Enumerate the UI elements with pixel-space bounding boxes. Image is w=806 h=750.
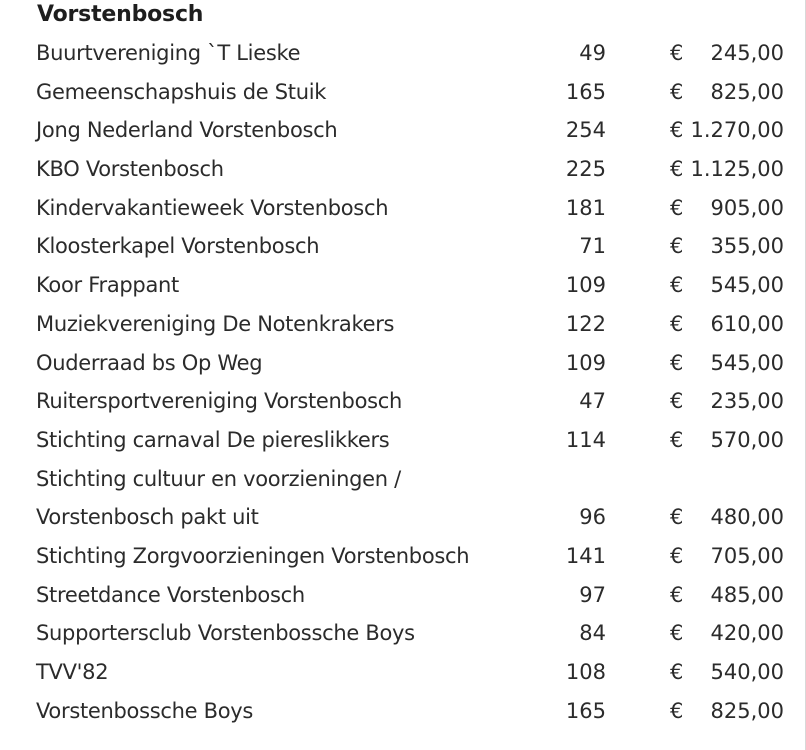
organization-name: Ouderraad bs Op Weg: [36, 350, 263, 375]
amount-value: 825,00: [710, 698, 784, 723]
amount-value: 545,00: [710, 350, 784, 375]
amount-value: 485,00: [710, 582, 784, 607]
member-count: 108: [565, 660, 606, 684]
organization-name: TVV'82: [36, 660, 109, 684]
organization-name: Kindervakantieweek Vorstenbosch: [36, 195, 389, 220]
currency-symbol: €: [670, 582, 684, 607]
organization-name: Muziekvereniging De Notenkrakers: [36, 311, 395, 336]
currency-symbol: €: [670, 660, 684, 684]
amount-value: 245,00: [710, 41, 784, 65]
list-item: [0, 266, 806, 305]
organization-name: Vorstenbosch pakt uit: [36, 505, 259, 530]
list-item: [0, 227, 806, 266]
amount-value: 540,00: [710, 660, 784, 684]
member-count: 96: [579, 505, 606, 530]
list-item: [0, 305, 806, 344]
amount-value: 420,00: [710, 621, 784, 646]
section-heading: Vorstenbosch: [37, 2, 204, 27]
member-count: 97: [579, 582, 606, 607]
organization-name: Jong Nederland Vorstenbosch: [36, 118, 338, 143]
member-count: 165: [565, 698, 606, 723]
amount-value: 905,00: [710, 195, 784, 220]
amount-value: 705,00: [710, 543, 784, 568]
list-item: [0, 189, 806, 228]
member-count: 254: [565, 118, 606, 143]
list-item: [0, 614, 806, 653]
amount-value: 825,00: [710, 79, 784, 104]
organization-name: Stichting Zorgvoorzieningen Vorstenbosch: [36, 543, 470, 568]
member-count: 71: [579, 234, 606, 259]
organization-name: KBO Vorstenbosch: [36, 157, 224, 182]
currency-symbol: €: [670, 41, 684, 65]
organization-name: Supportersclub Vorstenbossche Boys: [36, 621, 415, 646]
amount-value: 480,00: [710, 505, 784, 530]
amount-value: 235,00: [710, 389, 784, 414]
member-count: 49: [579, 41, 606, 65]
member-count: 141: [565, 543, 606, 568]
list-item: [0, 576, 806, 615]
member-count: 109: [565, 350, 606, 375]
member-count: 122: [565, 311, 606, 336]
list-item: [0, 653, 806, 692]
list-item: [0, 421, 806, 460]
organization-name: Stichting cultuur en voorzieningen /: [36, 466, 401, 491]
list-item: [0, 692, 806, 731]
list-item: [0, 111, 806, 150]
currency-symbol: €: [670, 118, 684, 143]
currency-symbol: €: [670, 234, 684, 259]
currency-symbol: €: [670, 621, 684, 646]
list-item: [0, 460, 806, 499]
organization-name: Buurtvereniging `T Lieske: [36, 41, 301, 65]
amount-value: 355,00: [710, 234, 784, 259]
currency-symbol: €: [670, 427, 684, 452]
organization-name: Koor Frappant: [36, 273, 179, 298]
member-count: 181: [565, 195, 606, 220]
member-count: 47: [579, 389, 606, 414]
currency-symbol: €: [670, 543, 684, 568]
organization-name: Gemeenschapshuis de Stuik: [36, 79, 327, 104]
currency-symbol: €: [670, 157, 684, 182]
currency-symbol: €: [670, 273, 684, 298]
list-item: [0, 344, 806, 383]
organization-name: Vorstenbossche Boys: [36, 698, 254, 723]
organization-name: Kloosterkapel Vorstenbosch: [36, 234, 320, 259]
amount-value: 1.125,00: [690, 157, 784, 182]
list-item: [0, 150, 806, 189]
organization-name: Stichting carnaval De piereslikkers: [36, 427, 390, 452]
list-item: [0, 537, 806, 576]
currency-symbol: €: [670, 389, 684, 414]
organization-name: Streetdance Vorstenbosch: [36, 582, 305, 607]
currency-symbol: €: [670, 698, 684, 723]
list-item: [0, 498, 806, 537]
member-count: 225: [565, 157, 606, 182]
member-count: 109: [565, 273, 606, 298]
currency-symbol: €: [670, 505, 684, 530]
currency-symbol: €: [670, 311, 684, 336]
amount-value: 570,00: [710, 427, 784, 452]
list-item: [0, 34, 806, 73]
currency-symbol: €: [670, 350, 684, 375]
amount-value: 545,00: [710, 273, 784, 298]
member-count: 165: [565, 79, 606, 104]
organization-name: Ruitersportvereniging Vorstenbosch: [36, 389, 403, 414]
list-item: [0, 382, 806, 421]
currency-symbol: €: [670, 79, 684, 104]
amount-value: 610,00: [710, 311, 784, 336]
member-count: 114: [565, 427, 606, 452]
list-item: [0, 73, 806, 112]
organization-list: [0, 34, 806, 730]
currency-symbol: €: [670, 195, 684, 220]
amount-value: 1.270,00: [690, 118, 784, 143]
member-count: 84: [579, 621, 606, 646]
